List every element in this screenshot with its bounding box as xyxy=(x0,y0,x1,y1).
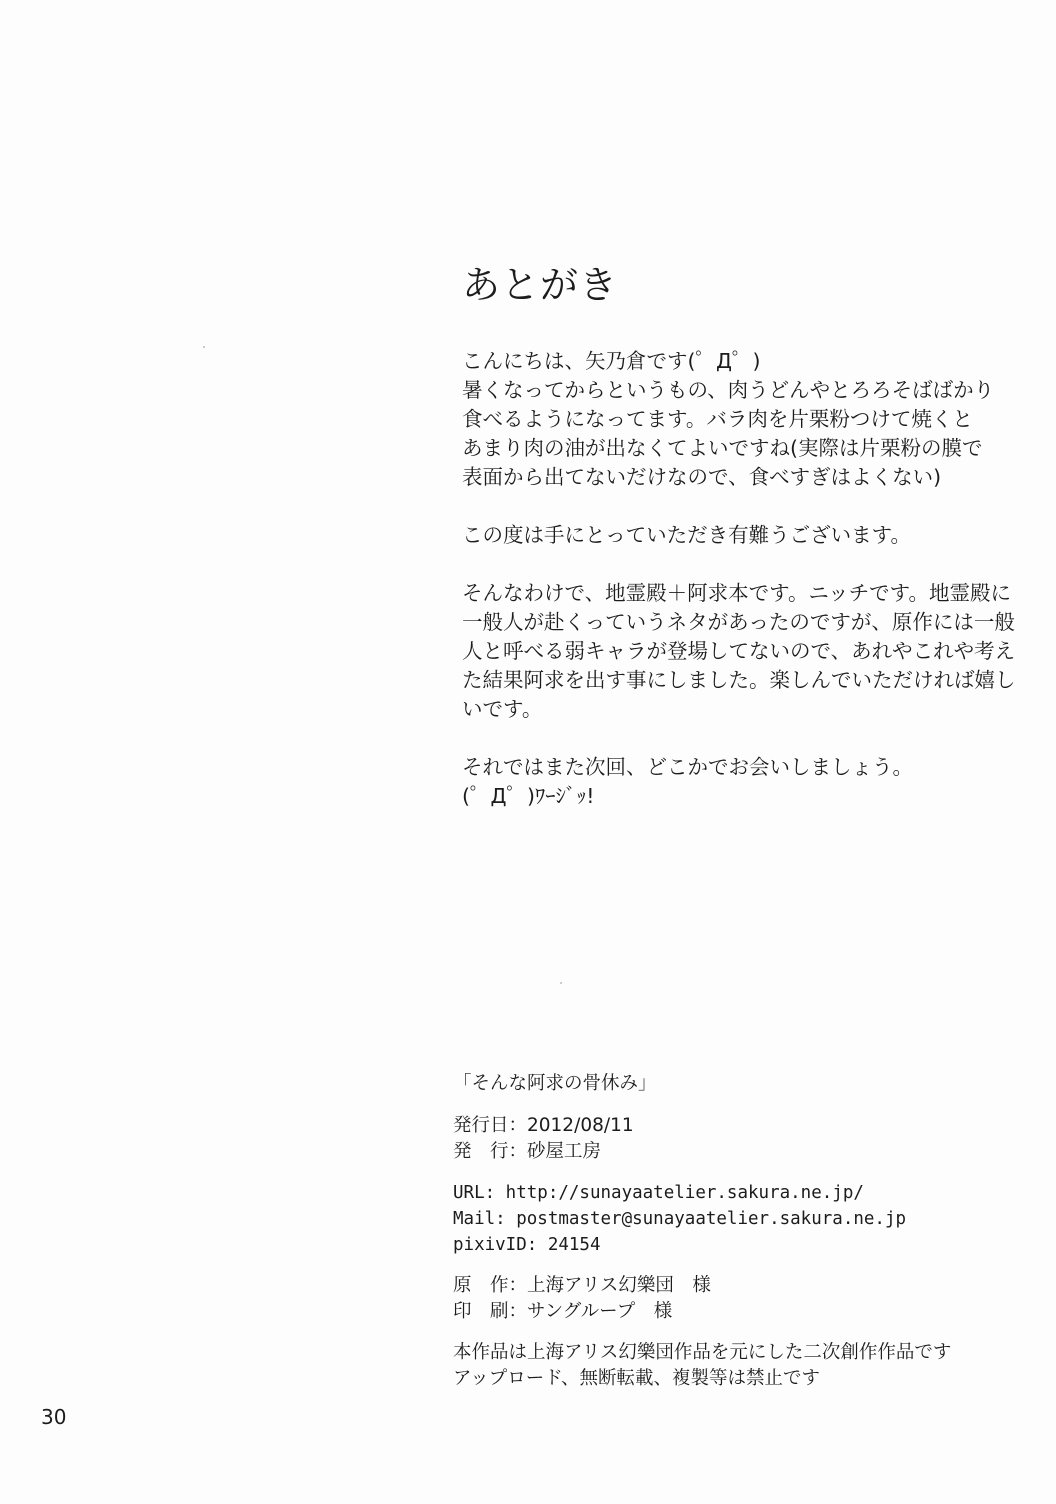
contact-mail: Mail: postmaster@sunayaatelier.sakura.ne.jp xyxy=(453,1209,907,1229)
publisher: 発 行：砂屋工房 xyxy=(453,1141,602,1162)
text-line: 一般人が赴くっていうネタがあったのですが、原作には一般 xyxy=(462,610,1015,634)
issue-date: 発行日：2012/08/11 xyxy=(453,1115,634,1136)
text-line: そんなわけで、地霊殿＋阿求本です。ニッチです。地霊殿に xyxy=(462,581,1011,605)
text-line: 食べるようになってます。バラ肉を片栗粉つけて焼くと xyxy=(462,407,973,431)
text-line: (゜Д゜)ﾜｰｼﾞｯ! xyxy=(462,784,595,808)
scan-speck xyxy=(560,982,562,984)
spacer xyxy=(453,1325,1033,1340)
afterword-body xyxy=(462,347,1022,840)
text-line: 暑くなってからというもの、肉うどんやとろろそばばかり xyxy=(462,378,995,402)
original-work: 原 作：上海アリス幻樂団 様 xyxy=(453,1275,711,1296)
spacer xyxy=(453,1258,1033,1273)
printer: 印 刷：サングループ 様 xyxy=(453,1301,673,1322)
afterword-heading: あとがき xyxy=(462,263,619,307)
website-url: URL: http://sunayaatelier.sakura.ne.jp/ xyxy=(453,1183,864,1203)
text-line: た結果阿求を出す事にしました。楽しんでいただければ嬉し xyxy=(462,668,1016,692)
paragraph-about xyxy=(462,579,1022,724)
text-line: 表面から出てないだけなので、食べすぎはよくない) xyxy=(462,465,942,489)
text-line: この度は手にとっていただき有難うございます。 xyxy=(462,523,911,547)
paragraph-farewell xyxy=(462,753,1022,811)
paragraph-thanks xyxy=(462,521,1022,550)
paragraph-greeting xyxy=(462,347,1022,492)
text-line: あまり肉の油が出なくてよいですね(実際は片栗粉の膜で xyxy=(462,436,983,460)
scan-speck xyxy=(203,346,205,348)
book-title: 「そんな阿求の骨休み」 xyxy=(453,1073,657,1094)
colophon xyxy=(453,1071,1033,1392)
page-number: 30 xyxy=(41,1405,67,1429)
copy-prohibited-notice: アップロード、無断転載、複製等は禁止です xyxy=(453,1368,821,1389)
text-line: こんにちは、矢乃倉です(゜Д゜) xyxy=(462,349,761,373)
text-line: いです。 xyxy=(462,697,543,721)
derivative-notice: 本作品は上海アリス幻樂団作品を元にした二次創作作品です xyxy=(453,1342,952,1363)
text-line: 人と呼べる弱キャラが登場してないので、あれやこれや考え xyxy=(462,639,1016,663)
spacer xyxy=(453,1165,1033,1180)
pixiv-id: pixivID: 24154 xyxy=(453,1235,601,1255)
text-line: それではまた次回、どこかでお会いしましょう。 xyxy=(462,755,913,779)
